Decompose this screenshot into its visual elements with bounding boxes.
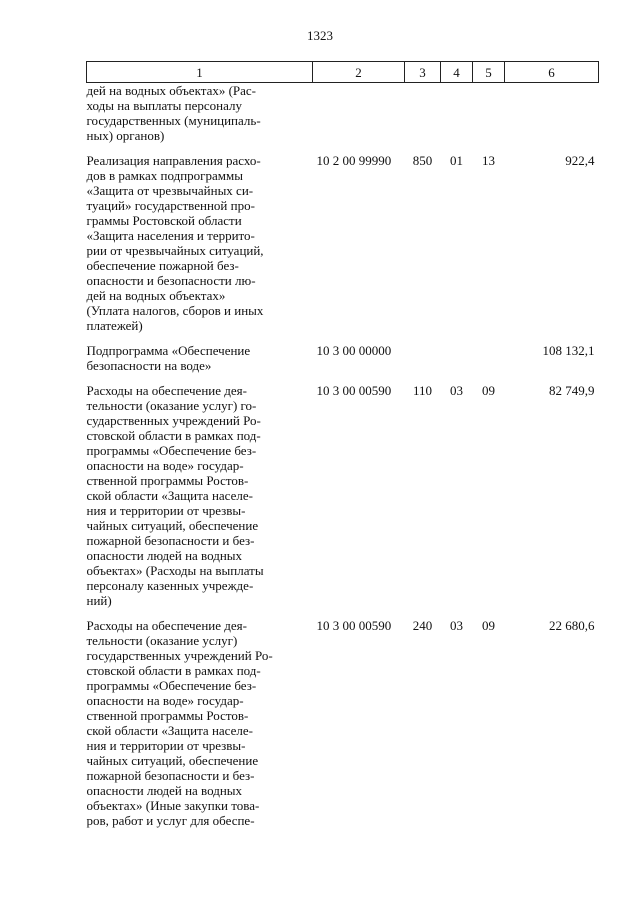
row-description: Подпрограмма «Обеспечение безопасности на воде»	[86, 343, 251, 373]
row-description: Реализация направления расхо- дов в рамках подпрограммы «Защита от чрезвычайных си- туаций» государственной про- граммы Ростовской области «Защита населения и террито- рии от чрезвычайных ситуаций, обеспечение пожарной без- опасности и безопасности лю- дей на водных объектах» (Уплата налогов, сборов и иных платежей)	[86, 153, 264, 333]
header-col-2: 2	[313, 62, 405, 83]
row-expense-type: 240	[412, 618, 433, 633]
row-expense-type	[405, 343, 441, 373]
header-col-3: 3	[405, 62, 441, 83]
row-code: 10 3 00 00590	[316, 383, 392, 398]
header-col-5: 5	[473, 62, 505, 83]
row-section: 03	[450, 618, 463, 633]
row-section	[441, 343, 473, 373]
row-description: Расходы на обеспечение дея- тельности (оказание услуг) го- сударственных учреждений Ро- стовской области в рамках под- программы «Обеспечение без- опасности на воде» государ- ственной программы Ростов- ской области «Защита населе- ния и территории от чрезвы- чайных ситуаций, обеспечение пожарной безопасности и без- опасности людей на водных объектах» (Расходы на выплаты персоналу казенных учрежде- ний)	[86, 383, 264, 608]
row-amount: 108 132,1	[542, 343, 595, 358]
row-expense-type	[405, 83, 441, 144]
table-row	[87, 618, 599, 828]
header-col-6: 6	[505, 62, 599, 83]
row-description: Расходы на обеспечение дея- тельности (оказание услуг) государственных учреждений Ро- стовской области в рамках под- программы «Обеспечение без- опасности на воде» государ- ственной программы Ростов- ской области «Защита населе- ния и территории от чрезвы- чайных ситуаций, обеспечение пожарной безопасности и без- опасности людей на водных объектах» (Иные закупки това- ров, работ и услуг для обеспе-	[86, 618, 273, 828]
row-code: 10 3 00 00000	[316, 343, 392, 358]
row-section	[441, 83, 473, 144]
row-subsection	[473, 343, 505, 373]
row-section: 01	[450, 153, 463, 168]
header-col-1: 1	[87, 62, 313, 83]
row-amount: 82 749,9	[549, 383, 595, 398]
page-number: 1323	[307, 28, 333, 43]
header-row	[87, 62, 599, 83]
table-row	[87, 343, 599, 373]
row-description: дей на водных объектах» (Рас- ходы на выплаты персоналу государственных (муниципаль- ных) органов)	[86, 83, 261, 143]
row-subsection: 09	[482, 618, 495, 633]
row-subsection: 09	[482, 383, 495, 398]
row-code: 10 3 00 00590	[316, 618, 392, 633]
budget-table	[86, 61, 599, 828]
row-amount: 22 680,6	[549, 618, 595, 633]
row-amount	[505, 83, 599, 144]
row-amount: 922,4	[565, 153, 595, 168]
table-row	[87, 383, 599, 608]
table-row	[87, 153, 599, 333]
row-code	[313, 83, 405, 144]
row-code: 10 2 00 99990	[316, 153, 392, 168]
header-col-4: 4	[441, 62, 473, 83]
row-subsection	[473, 83, 505, 144]
table-row	[87, 83, 599, 144]
row-section: 03	[450, 383, 463, 398]
row-expense-type: 110	[412, 383, 433, 398]
row-expense-type: 850	[412, 153, 433, 168]
row-subsection: 13	[482, 153, 495, 168]
